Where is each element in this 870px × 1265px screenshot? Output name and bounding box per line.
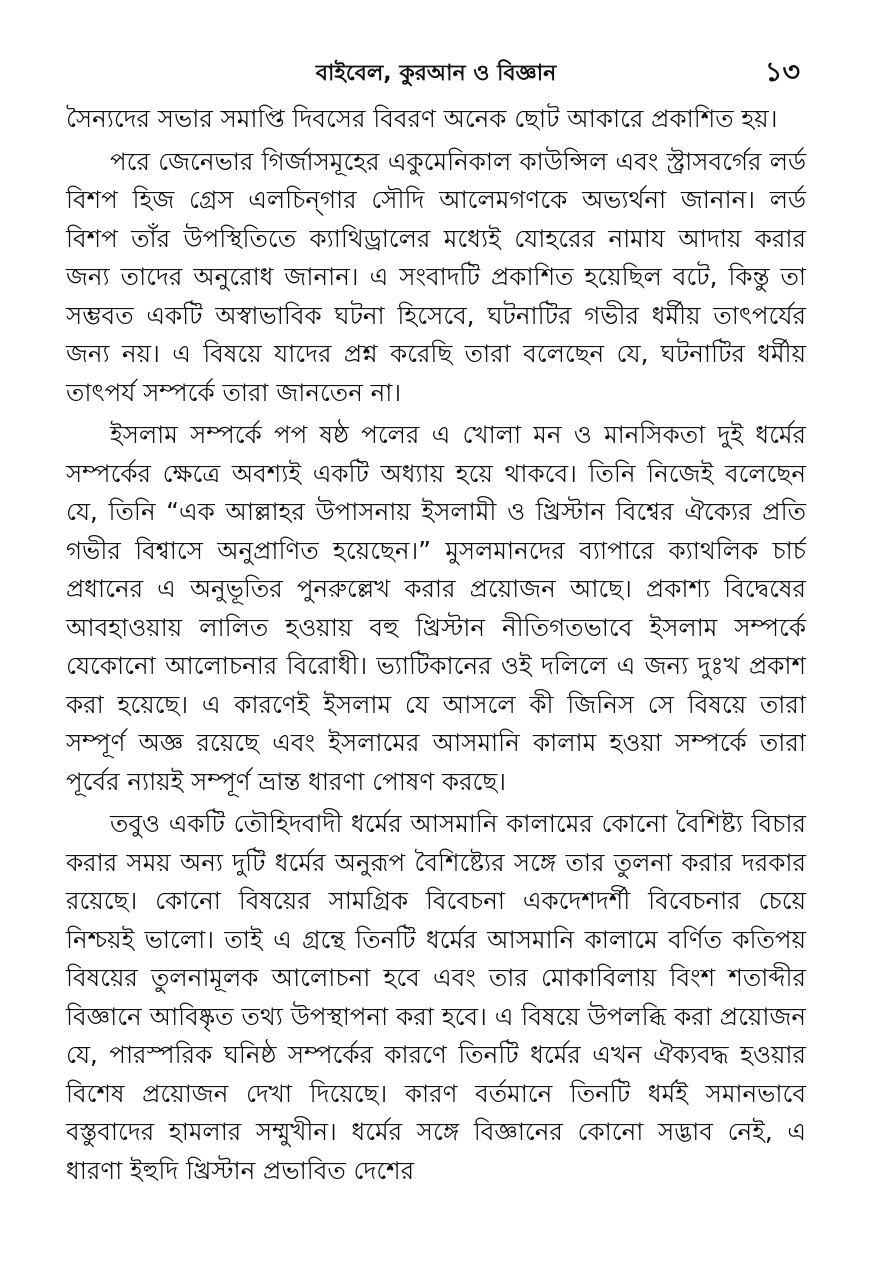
running-header: [66, 58, 806, 94]
paragraph: পরে জেনেভার গির্জাসমূহের একুমেনিকাল কাউন্সিল এবং স্ট্রাসবর্গের লর্ড বিশপ হিজ গ্রেস এলচিন্গার সৌদি আলেমগণকে অভ্যর্থনা জানান। লর্ড বিশপ তাঁর উপস্থিতিতে ক্যাথিড্রালের মধ্যেই যোহরের নামায আদায় করার জন্য তাদের অনুরোধ জানান। এ সংবাদটি প্রকাশিত হয়েছিল বটে, কিন্তু তা সম্ভবত একটি অস্বাভাবিক ঘটনা হিসেবে, ঘটনাটির গভীর ধর্মীয় তাৎপর্যের জন্য নয়। এ বিষয়ে যাদের প্রশ্ন করেছি তারা বলেছেন যে, ঘটনাটির ধর্মীয় তাৎপর্য সম্পর্কে তারা জানতেন না।: [66, 146, 806, 407]
page-number: ১৩: [764, 57, 800, 88]
paragraph: তবুও একটি তৌহিদবাদী ধর্মের আসমানি কালামের কোনো বৈশিষ্ট্য বিচার করার সময় অন্য দুটি ধর্মের অনুরূপ বৈশিষ্ট্যের সঙ্গে তার তুলনা করার দরকার রয়েছে। কোনো বিষয়ের সামগ্রিক বিবেচনা একদেশদর্শী বিবেচনার চেয়ে নিশ্চয়ই ভালো। তাই এ গ্রন্থে তিনটি ধর্মের আসমানি কালামে বর্ণিত কতিপয় বিষয়ের তুলনামূলক আলোচনা হবে এবং তার মোকাবিলায় বিংশ শতাব্দীর বিজ্ঞানে আবিষ্কৃত তথ্য উপস্থাপনা করা হবে। এ বিষয়ে উপলব্ধি করা প্রয়োজন যে, পারস্পরিক ঘনিষ্ঠ সম্পর্কের কারণে তিনটি ধর্মের এখন ঐক্যবদ্ধ হওয়ার বিশেষ প্রয়োজন দেখা দিয়েছে। কারণ বর্তমানে তিনটি ধর্মই সমানভাবে বস্তুবাদের হামলার সম্মুখীন। ধর্মের সঙ্গে বিজ্ঞানের কোনো সদ্ভাব নেই, এ ধারণা ইহুদি খ্রিস্টান প্রভাবিত দেশের: [66, 809, 806, 1185]
paragraph: ইসলাম সম্পর্কে পপ ষষ্ঠ পলের এ খোলা মন ও মানসিকতা দুই ধর্মের সম্পর্কের ক্ষেত্রে অবশ্যই একটি অধ্যায় হয়ে থাকবে। তিনি নিজেই বলেছেন যে, তিনি “এক আল্লাহর উপাসনায় ইসলামী ও খ্রিস্টান বিশ্বের ঐক্যের প্রতি গভীর বিশ্বাসে অনুপ্রাণিত হয়েছেন।” মুসলমানদের ব্যাপারে ক্যাথলিক চার্চ প্রধানের এ অনুভূতির পুনরুল্লেখ করার প্রয়োজন আছে। প্রকাশ্য বিদ্বেষের আবহাওয়ায় লালিত হওয়ায় বহু খ্রিস্টান নীতিগতভাবে ইসলাম সম্পর্কে যেকোনো আলোচনার বিরোধী। ভ্যাটিকানের ওই দলিলে এ জন্য দুঃখ প্রকাশ করা হয়েছে। এ কারণেই ইসলাম যে আসলে কী জিনিস সে বিষয়ে তারা সম্পূর্ণ অজ্ঞ রয়েছে এবং ইসলামের আসমানি কালাম হওয়া সম্পর্কে তারা পূর্বের ন্যায়ই সম্পূর্ণ ভ্রান্ত ধারণা পোষণ করছে।: [66, 420, 806, 796]
paragraph-continued: সৈন্যদের সভার সমাপ্তি দিবসের বিবরণ অনেক ছোট আকারে প্রকাশিত হয়।: [66, 104, 778, 133]
body-text: [66, 100, 806, 1190]
running-title: বাইবেল, কুরআন ও বিজ্ঞান: [315, 61, 557, 86]
